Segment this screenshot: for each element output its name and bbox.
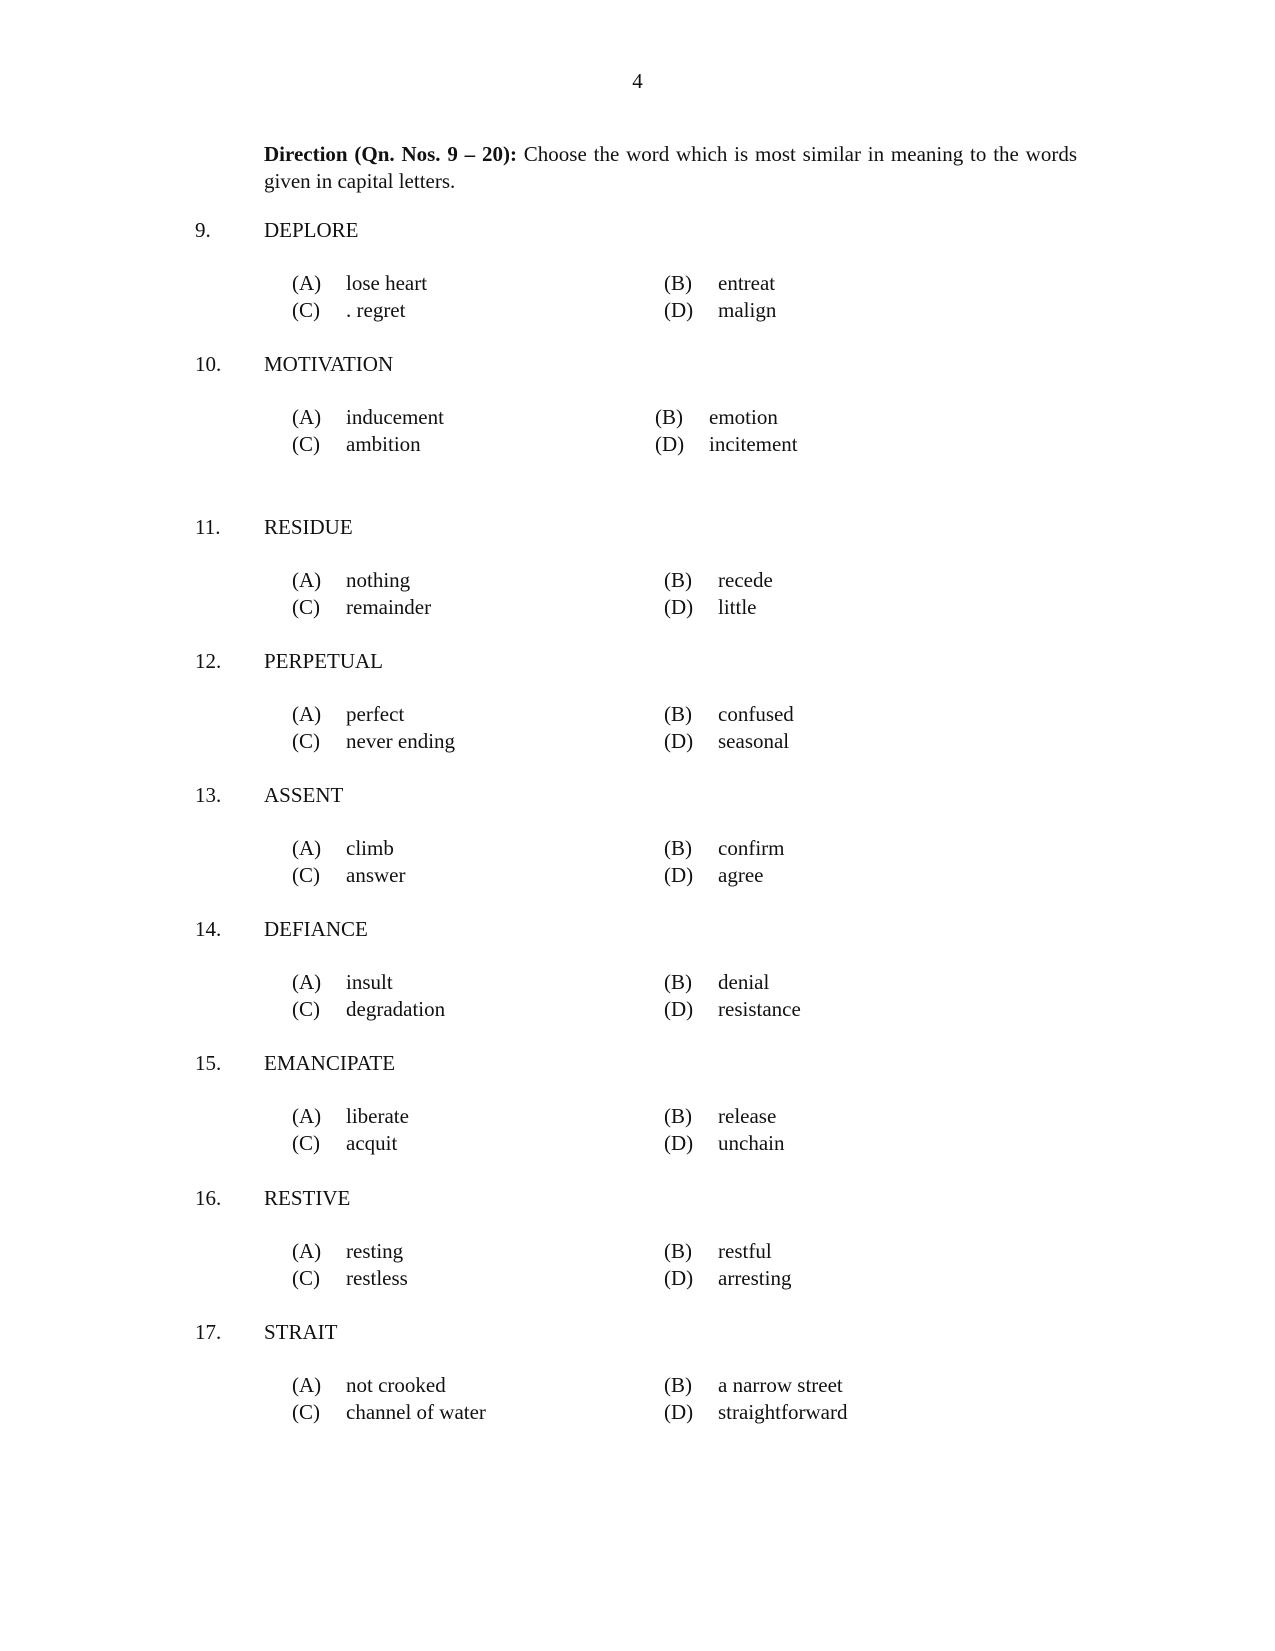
question-number: 9. [195, 218, 211, 242]
option-label: (A) [292, 970, 322, 994]
option-label: (D) [664, 997, 694, 1021]
option-label: (A) [292, 836, 322, 860]
option-label: (D) [664, 863, 694, 887]
option-text: resting [346, 1239, 404, 1263]
option-label: (C) [292, 1131, 320, 1155]
question-17 [0, 1319, 1275, 1429]
direction-text [264, 141, 1077, 195]
direction-body: Choose the word which is most similar in meaning to the words given in capital letters. [264, 142, 1077, 193]
question-15 [0, 1050, 1275, 1160]
option-text: a narrow street [718, 1373, 843, 1397]
option-label: (B) [664, 970, 692, 994]
question-12 [0, 648, 1275, 758]
question-word: DEFIANCE [264, 917, 368, 941]
page-number: 4 [632, 69, 643, 93]
option-text: resistance [718, 997, 801, 1021]
option-label: (D) [664, 1131, 694, 1155]
question-number: 14. [195, 917, 222, 941]
direction-label: Direction (Qn. Nos. 9 – 20): [264, 142, 517, 166]
option-text: entreat [718, 271, 776, 295]
option-label: (C) [292, 863, 320, 887]
option-label: (B) [664, 702, 692, 726]
option-label: (D) [664, 729, 694, 753]
option-label: (A) [292, 405, 322, 429]
option-label: (B) [664, 1104, 692, 1128]
option-text: unchain [718, 1131, 785, 1155]
option-text: nothing [346, 568, 411, 592]
question-word: EMANCIPATE [264, 1051, 396, 1075]
option-text: confirm [718, 836, 785, 860]
option-text: malign [718, 298, 777, 322]
question-word: ASSENT [264, 783, 344, 807]
option-label: (B) [664, 1239, 692, 1263]
option-label: (A) [292, 1373, 322, 1397]
question-word: DEPLORE [264, 218, 359, 242]
question-16 [0, 1185, 1275, 1295]
option-text: agree [718, 863, 764, 887]
option-label: (A) [292, 1239, 322, 1263]
option-label: (D) [664, 298, 694, 322]
question-10 [0, 351, 1275, 461]
question-number: 15. [195, 1051, 222, 1075]
option-label: (B) [664, 836, 692, 860]
question-14 [0, 916, 1275, 1026]
option-label: (C) [292, 729, 320, 753]
option-label: (B) [664, 271, 692, 295]
question-number: 16. [195, 1186, 222, 1210]
question-word: STRAIT [264, 1320, 338, 1344]
option-text: perfect [346, 702, 405, 726]
option-label: (B) [664, 568, 692, 592]
option-text: never ending [346, 729, 456, 753]
option-label: (D) [664, 1266, 694, 1290]
option-label: (C) [292, 298, 320, 322]
option-text: remainder [346, 595, 432, 619]
option-label: (C) [292, 432, 320, 456]
option-text: not crooked [346, 1373, 446, 1397]
option-label: (D) [664, 1400, 694, 1424]
option-text: degradation [346, 997, 446, 1021]
question-word: RESTIVE [264, 1186, 351, 1210]
option-label: (C) [292, 1400, 320, 1424]
question-word: RESIDUE [264, 515, 353, 539]
option-text: . regret [346, 298, 406, 322]
question-number: 12. [195, 649, 222, 673]
option-text: confused [718, 702, 794, 726]
option-label: (B) [664, 1373, 692, 1397]
option-text: straightforward [718, 1400, 848, 1424]
option-label: (A) [292, 702, 322, 726]
option-text: restful [718, 1239, 772, 1263]
question-number: 10. [195, 352, 222, 376]
option-label: (B) [655, 405, 683, 429]
option-text: denial [718, 970, 770, 994]
option-text: release [718, 1104, 777, 1128]
option-label: (D) [655, 432, 685, 456]
option-text: arresting [718, 1266, 792, 1290]
option-text: emotion [709, 405, 778, 429]
question-number: 17. [195, 1320, 222, 1344]
question-word: MOTIVATION [264, 352, 394, 376]
question-11 [0, 514, 1275, 624]
option-text: climb [346, 836, 394, 860]
option-label: (C) [292, 997, 320, 1021]
option-label: (D) [664, 595, 694, 619]
question-number: 11. [195, 515, 221, 539]
question-number: 13. [195, 783, 222, 807]
option-text: channel of water [346, 1400, 486, 1424]
option-label: (A) [292, 1104, 322, 1128]
option-text: restless [346, 1266, 408, 1290]
question-9 [0, 217, 1275, 327]
option-text: inducement [346, 405, 444, 429]
option-text: liberate [346, 1104, 409, 1128]
option-text: insult [346, 970, 393, 994]
option-label: (A) [292, 271, 322, 295]
option-label: (C) [292, 595, 320, 619]
option-text: recede [718, 568, 773, 592]
question-word: PERPETUAL [264, 649, 384, 673]
option-text: acquit [346, 1131, 398, 1155]
option-text: lose heart [346, 271, 428, 295]
option-label: (C) [292, 1266, 320, 1290]
option-text: answer [346, 863, 406, 887]
option-text: ambition [346, 432, 421, 456]
option-label: (A) [292, 568, 322, 592]
option-text: seasonal [718, 729, 790, 753]
option-text: little [718, 595, 757, 619]
question-13 [0, 782, 1275, 892]
option-text: incitement [709, 432, 798, 456]
